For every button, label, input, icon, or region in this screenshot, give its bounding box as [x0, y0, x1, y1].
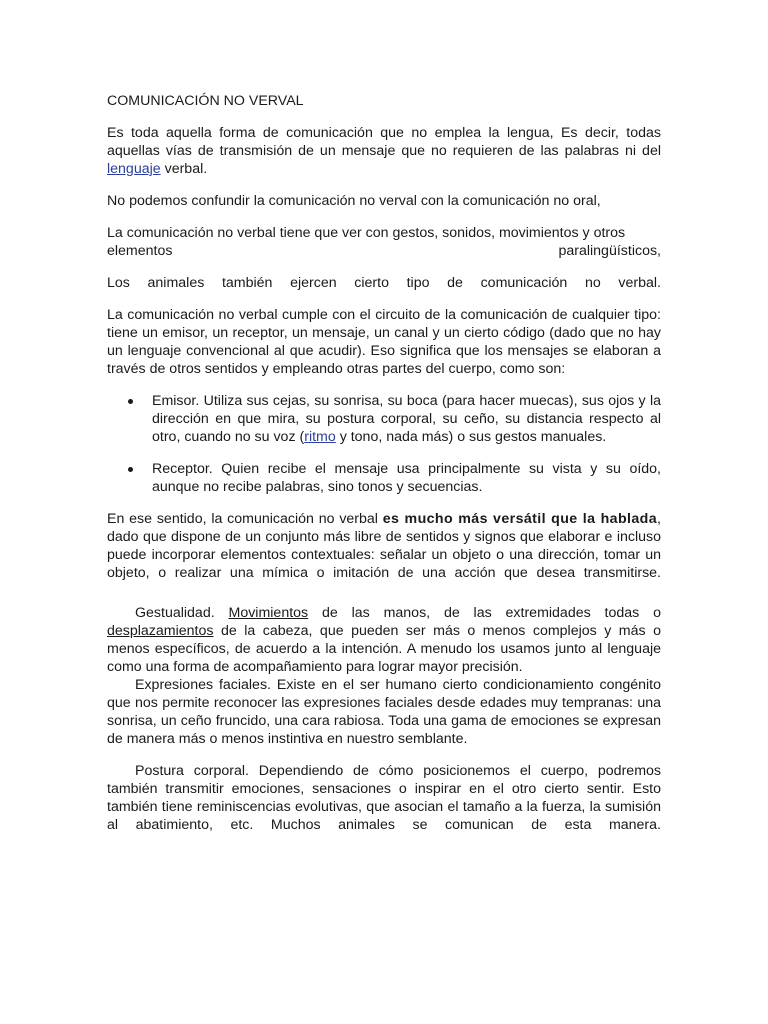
bullet-dot-icon	[128, 467, 133, 472]
link-lenguaje[interactable]: lenguaje	[107, 161, 161, 177]
paragraph-versatil: En ese sentido, la comunicación no verbal es mucho más versátil que la hablada, dado que dispone de un conjunto más libre de sentidos y signos que elaborar e incluso puede incorporar elementos contextuales: señalar un objeto o una dirección, tomar un objeto, o realizar una mímica o imitación de una acción que desea transmitirse.	[107, 511, 661, 581]
item-expresiones-faciales: Expresiones faciales. Existe en el ser humano cierto condicionamiento congénito que nos permite reconocer las expresiones faciales desde edades muy tempranas: una sonrisa, un ceño fruncido, una cara rabiosa. Toda una gama de emociones se expresan de manera más o menos instintiva en nuestro semblante.	[107, 677, 661, 747]
paragraph-gestos: La comunicación no verbal tiene que ver con gestos, sonidos, movimientos y otros elementos paralingüísticos,	[107, 225, 661, 259]
document-page	[107, 92, 661, 848]
paragraph-definition: Es toda aquella forma de comunicación que no emplea la lengua, Es decir, todas aquellas vías de transmisión de un mensaje que no requieren de las palabras ni del lenguaje verbal.	[107, 125, 661, 177]
bullet-dot-icon	[128, 399, 133, 404]
item-gestualidad: Gestualidad. Movimientos de las manos, de las extremidades todas o desplazamientos de la cabeza, que pueden ser más o menos complejos y más o menos específicos, de acuerdo a la intención. A menudo los usamos junto al lenguaje como una forma de acompañamiento para lograr mayor precisión.	[107, 605, 661, 675]
paragraph-no-confundir: No podemos confundir la comunicación no verval con la comunicación no oral,	[107, 193, 601, 209]
bullet-receptor: Receptor. Quien recibe el mensaje usa principalmente su vista y su oído, aunque no recibe palabras, sino tonos y secuencias.	[152, 460, 661, 496]
item-postura-corporal: Postura corporal. Dependiendo de cómo posicionemos el cuerpo, podremos también transmitir emociones, sensaciones o inspirar en el otro cierto sentir. Esto también tiene reminiscencias evolutivas, que asocian el tamaño a la fuerza, la sumisión al abatimiento, etc. Muchos animales se comunican de esta manera.	[107, 763, 661, 833]
bullet-list	[107, 392, 661, 496]
paragraph-animales: Los animales también ejercen cierto tipo de comunicación no verbal.	[107, 275, 661, 291]
document-title: COMUNICACIÓN NO VERVAL	[107, 93, 304, 109]
link-ritmo[interactable]: ritmo	[304, 429, 336, 445]
paragraph-circuito: La comunicación no verbal cumple con el circuito de la comunicación de cualquier tipo: tiene un emisor, un receptor, un mensaje, un canal y un cierto código (dado que no hay un lenguaje convencional al que acudir). Eso significa que los mensajes se elaboran a través de otros sentidos y empleando otras partes del cuerpo, como son:	[107, 307, 661, 377]
bullet-emisor: Emisor. Utiliza sus cejas, su sonrisa, su boca (para hacer muecas), sus ojos y la dirección en que mira, su postura corporal, su ceño, su distancia respecto al otro, cuando no su voz (ritmo y tono, nada más) o sus gestos manuales.	[152, 392, 661, 446]
